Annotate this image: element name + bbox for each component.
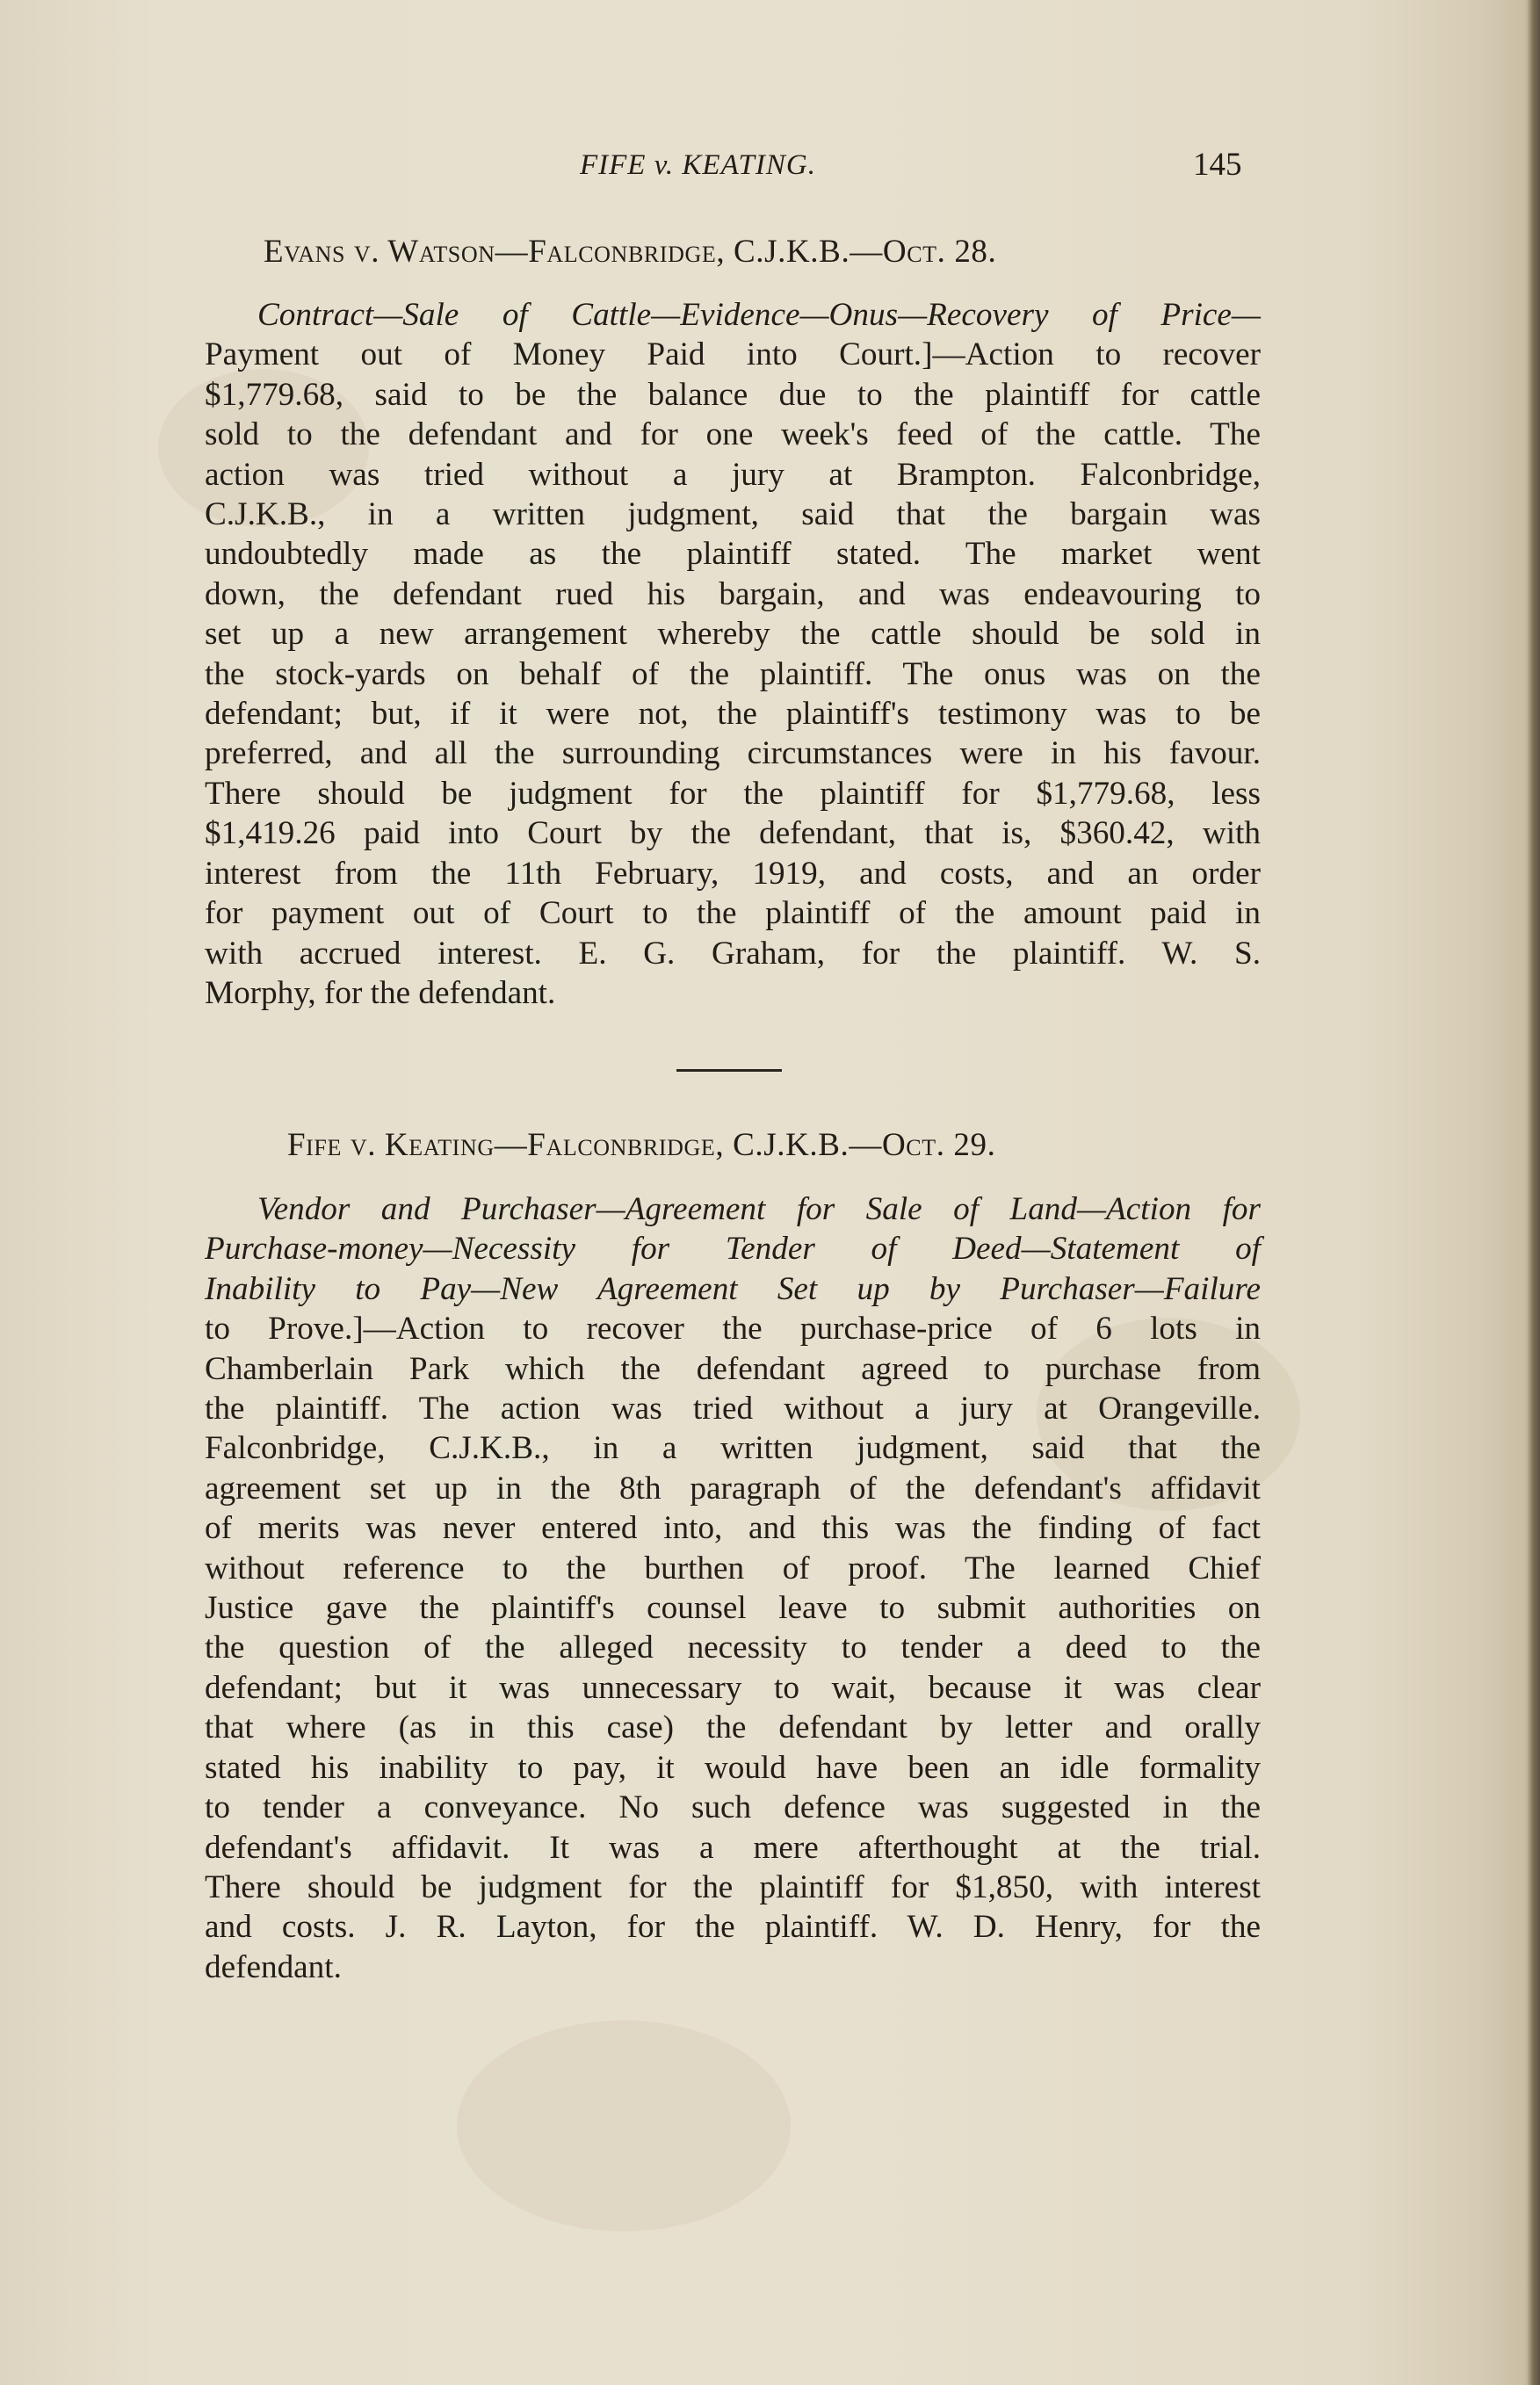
case-catchwords-line: Purchase-money—Necessity for Tender of Deed—Statement of [205,1231,1261,1268]
case-text-line: Justice gave the plaintiff's counsel leave to submit authorities on [205,1590,1261,1627]
case-text-line: Falconbridge, C.J.K.B., in a written judgment, said that the [205,1430,1261,1467]
case-catchwords-line: Contract—Sale of Cattle—Evidence—Onus—Recovery of Price— [257,297,1261,333]
paper-stain [457,2020,791,2231]
case-text-line: defendant; but, if it were not, the plaintiff's testimony was to be [205,696,1261,733]
running-head [202,146,1256,199]
case-text-line: of merits was never entered into, and this was the finding of fact [205,1510,1261,1547]
case-text-line: agreement set up in the 8th paragraph of the defendant's affidavit [205,1470,1261,1507]
case-catchwords-line: Inability to Pay—New Agreement Set up by Purchaser—Failure [205,1270,1261,1307]
case-body [205,295,1261,1013]
case-text-line: There should be judgment for the plaintiff for $1,779.68, less [205,775,1261,812]
case-text-line: defendant. [205,1948,342,1985]
case-text-line: to Prove.]—Action to recover the purchase-price of 6 lots in [205,1311,1261,1348]
case-text-line: Payment out of Money Paid into Court.]—Action to recover [205,336,1261,373]
case-body [205,1189,1261,1987]
case-text-line: undoubtedly made as the plaintiff stated. The market went [205,536,1261,573]
case-text-line: with accrued interest. E. G. Graham, for the plaintiff. W. S. [205,935,1261,972]
case-text-line: action was tried without a jury at Brampton. Falconbridge, [205,456,1261,493]
case-text-line: C.J.K.B., in a written judgment, said that the bargain was [205,496,1261,533]
section-divider [676,1069,782,1072]
case-text-line: interest from the 11th February, 1919, and costs, and an order [205,855,1261,892]
case-text-line: without reference to the burthen of proof. The learned Chief [205,1550,1261,1586]
page-number: 145 [1193,147,1242,183]
case-text-line: There should be judgment for the plaintiff for $1,850, with interest [205,1868,1261,1905]
case-text-line: the question of the alleged necessity to tender a deed to the [205,1630,1261,1666]
case-text-line: set up a new arrangement whereby the cattle should be sold in [205,616,1261,653]
case-text-line: and costs. J. R. Layton, for the plaintiff. W. D. Henry, for the [205,1909,1261,1946]
case-text-line: for payment out of Court to the plaintiff of the amount paid in [205,895,1261,932]
case-text-line: the stock-yards on behalf of the plaintiff. The onus was on the [205,655,1261,692]
case-text-line: to tender a conveyance. No such defence was suggested in the [205,1789,1261,1826]
case-text-line: that where (as in this case) the defendant by letter and orally [205,1709,1261,1746]
case-heading: Evans v. Watson—Falconbridge, C.J.K.B.—Oct. 28. [264,234,997,270]
case-text-line: sold to the defendant and for one week's feed of the cattle. The [205,416,1261,453]
case-text-line: $1,419.26 paid into Court by the defendant, that is, $360.42, with [205,815,1261,852]
case-catchwords-line: Vendor and Purchaser—Agreement for Sale of Land—Action for [257,1191,1261,1227]
case-text-line: $1,779.68, said to be the balance due to the plaintiff for cattle [205,376,1261,413]
case-text-line: stated his inability to pay, it would have been an idle formality [205,1749,1261,1786]
case-text-line: preferred, and all the surrounding circumstances were in his favour. [205,735,1261,772]
case-text-line: down, the defendant rued his bargain, and was endeavouring to [205,575,1261,612]
case-text-line: defendant; but it was unnecessary to wait, because it was clear [205,1669,1261,1706]
case-heading: Fife v. Keating—Falconbridge, C.J.K.B.—Oct. 29. [287,1127,996,1163]
running-title: FIFE v. KEATING. [580,149,816,181]
case-text-line: Chamberlain Park which the defendant agreed to purchase from [205,1350,1261,1387]
case-text-line: Morphy, for the defendant. [205,974,556,1011]
case-text-line: the plaintiff. The action was tried without a jury at Orangeville. [205,1391,1261,1427]
case-text-line: defendant's affidavit. It was a mere afterthought at the trial. [205,1829,1261,1866]
page-edge [1528,0,1540,2385]
